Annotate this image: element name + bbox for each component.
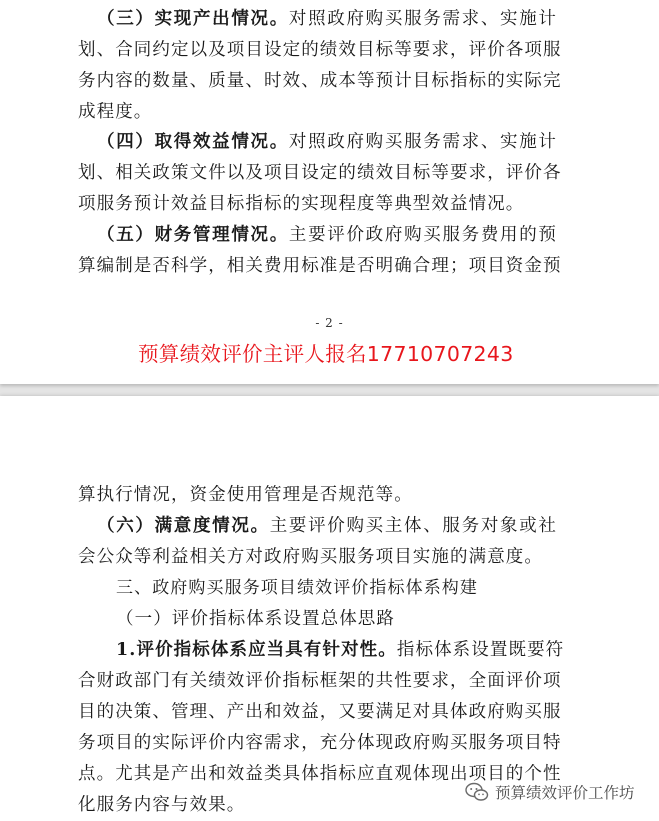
para3-heading: （三）实现产出情况。 xyxy=(97,9,289,29)
item1-line4: 务项目的实际评价内容需求，充分体现政府购买服务项目特 xyxy=(78,733,562,753)
para3-line3: 务内容的数量、质量、时效、成本等预计目标指标的实际完 xyxy=(78,71,562,91)
para6-heading: （六）满意度情况。 xyxy=(97,516,270,536)
para5-continuation: 算执行情况，资金使用管理是否规范等。 xyxy=(78,485,413,505)
promo-registration-text: 预算绩效评价主评人报名17710707243 xyxy=(138,342,514,366)
item1-heading: 1.评价指标体系应当具有针对性。 xyxy=(116,640,397,660)
para4-line3: 项服务预计效益目标指标的实现程度等典型效益情况。 xyxy=(78,194,525,214)
para3-line1: （三）实现产出情况。对照政府购买服务需求、实施计 xyxy=(97,9,558,29)
watermark-text: 预算绩效评价工作坊 xyxy=(495,784,635,802)
section-3-title: 三、政府购买服务项目绩效评价指标体系构建 xyxy=(116,578,478,598)
para5-heading: （五）财务管理情况。 xyxy=(97,225,289,245)
item1-line1: 1.评价指标体系应当具有针对性。指标体系设置既要符 xyxy=(116,640,565,660)
para4-heading: （四）取得效益情况。 xyxy=(97,132,289,152)
para4-line2: 划、相关政策文件以及项目设定的绩效目标等要求，评价各 xyxy=(78,163,562,183)
para4-line1: （四）取得效益情况。对照政府购买服务需求、实施计 xyxy=(97,132,558,152)
wechat-watermark xyxy=(465,782,635,802)
item1-line2: 合财政部门有关绩效评价指标框架的共性要求，全面评价项 xyxy=(78,671,562,691)
item1-line3: 目的决策、管理、产出和效益，又要满足对具体政府购买服 xyxy=(78,702,562,722)
document-page-3 xyxy=(0,396,659,821)
para3-line4: 成程度。 xyxy=(78,102,153,122)
para5-line2: 算编制是否科学，相关费用标准是否明确合理；项目资金预 xyxy=(78,256,562,276)
para6-line1: （六）满意度情况。主要评价购买主体、服务对象或社 xyxy=(97,516,557,536)
para6-line2: 会公众等利益相关方对政府购买服务项目实施的满意度。 xyxy=(78,547,543,567)
subsection-1-title: （一）评价指标体系设置总体思路 xyxy=(116,609,395,629)
para5-line1: （五）财务管理情况。主要评价政府购买服务费用的预 xyxy=(97,225,558,245)
document-page-2 xyxy=(0,0,659,384)
page-number: - 2 - xyxy=(315,316,344,330)
item1-line5: 点。尤其是产出和效益类具体指标应直观体现出项目的个性 xyxy=(78,764,562,784)
para3-line2: 划、合同约定以及项目设定的绩效目标等要求，评价各项服 xyxy=(78,40,562,60)
item1-line6: 化服务内容与效果。 xyxy=(78,795,246,815)
wechat-icon xyxy=(465,782,489,802)
